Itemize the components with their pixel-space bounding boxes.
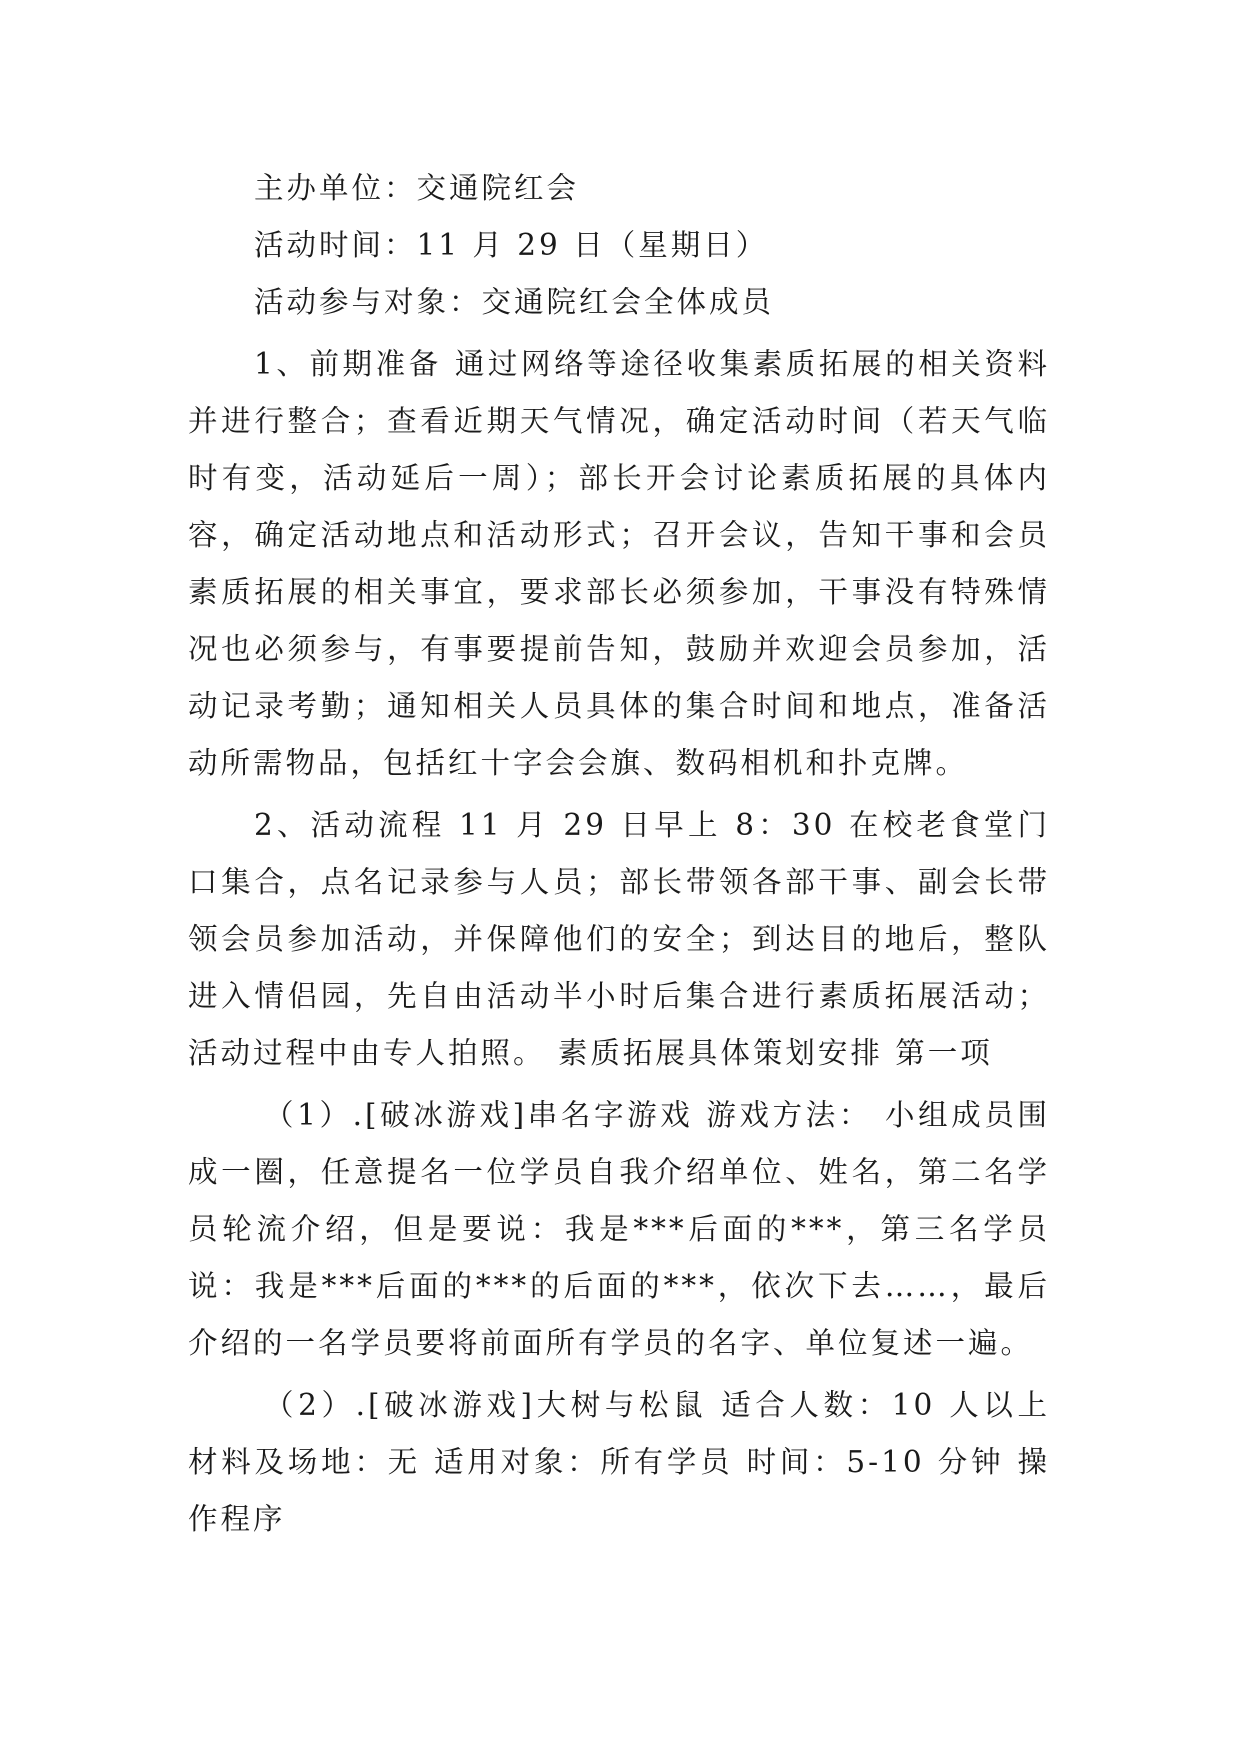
process-paragraph: 2、活动流程 11 月 29 日早上 8：30 在校老食堂门口集合，点名记录参与人员；部长带领各部干事、副会长带领会员参加活动，并保障他们的安全；到达目的地后，整队进入情侣园，先自由活动半小时后集合进行素质拓展活动；活动过程中由专人拍照。 素质拓展具体策划安排 第一项 [188,808,1050,1070]
game-one-paragraph: （1）.[破冰游戏]串名字游戏 游戏方法： 小组成员围成一圈，任意提名一位学员自我介绍单位、姓名，第二名学员轮流介绍，但是要说：我是***后面的***，第三名学员说：我是***后面的***的后面的***，依次下去……，最后介绍的一名学员要将前面所有学员的名字、单位复述一遍。 [188,1098,1050,1360]
activity-time-line: 活动时间：11 月 29 日（星期日） [254,228,769,262]
organizer-line: 主办单位：交通院红会 [254,171,580,205]
preparation-paragraph: 1、前期准备 通过网络等途径收集素质拓展的相关资料并进行整合；查看近期天气情况，确定活动时间（若天气临时有变，活动延后一周）；部长开会讨论素质拓展的具体内容，确定活动地点和活动形式；召开会议，告知干事和会员素质拓展的相关事宜，要求部长必须参加，干事没有特殊情况也必须参与，有事要提前告知，鼓励并欢迎会员参加，活动记录考勤；通知相关人员具体的集合时间和地点，准备活动所需物品，包括红十字会会旗、数码相机和扑克牌。 [188,347,1050,780]
document-body [188,160,1050,1548]
game-two-paragraph: （2）.[破冰游戏]大树与松鼠 适合人数：10 人以上 材料及场地：无 适用对象：所有学员 时间：5-10 分钟 操作程序 [188,1388,1050,1536]
participants-line: 活动参与对象：交通院红会全体成员 [254,285,775,319]
